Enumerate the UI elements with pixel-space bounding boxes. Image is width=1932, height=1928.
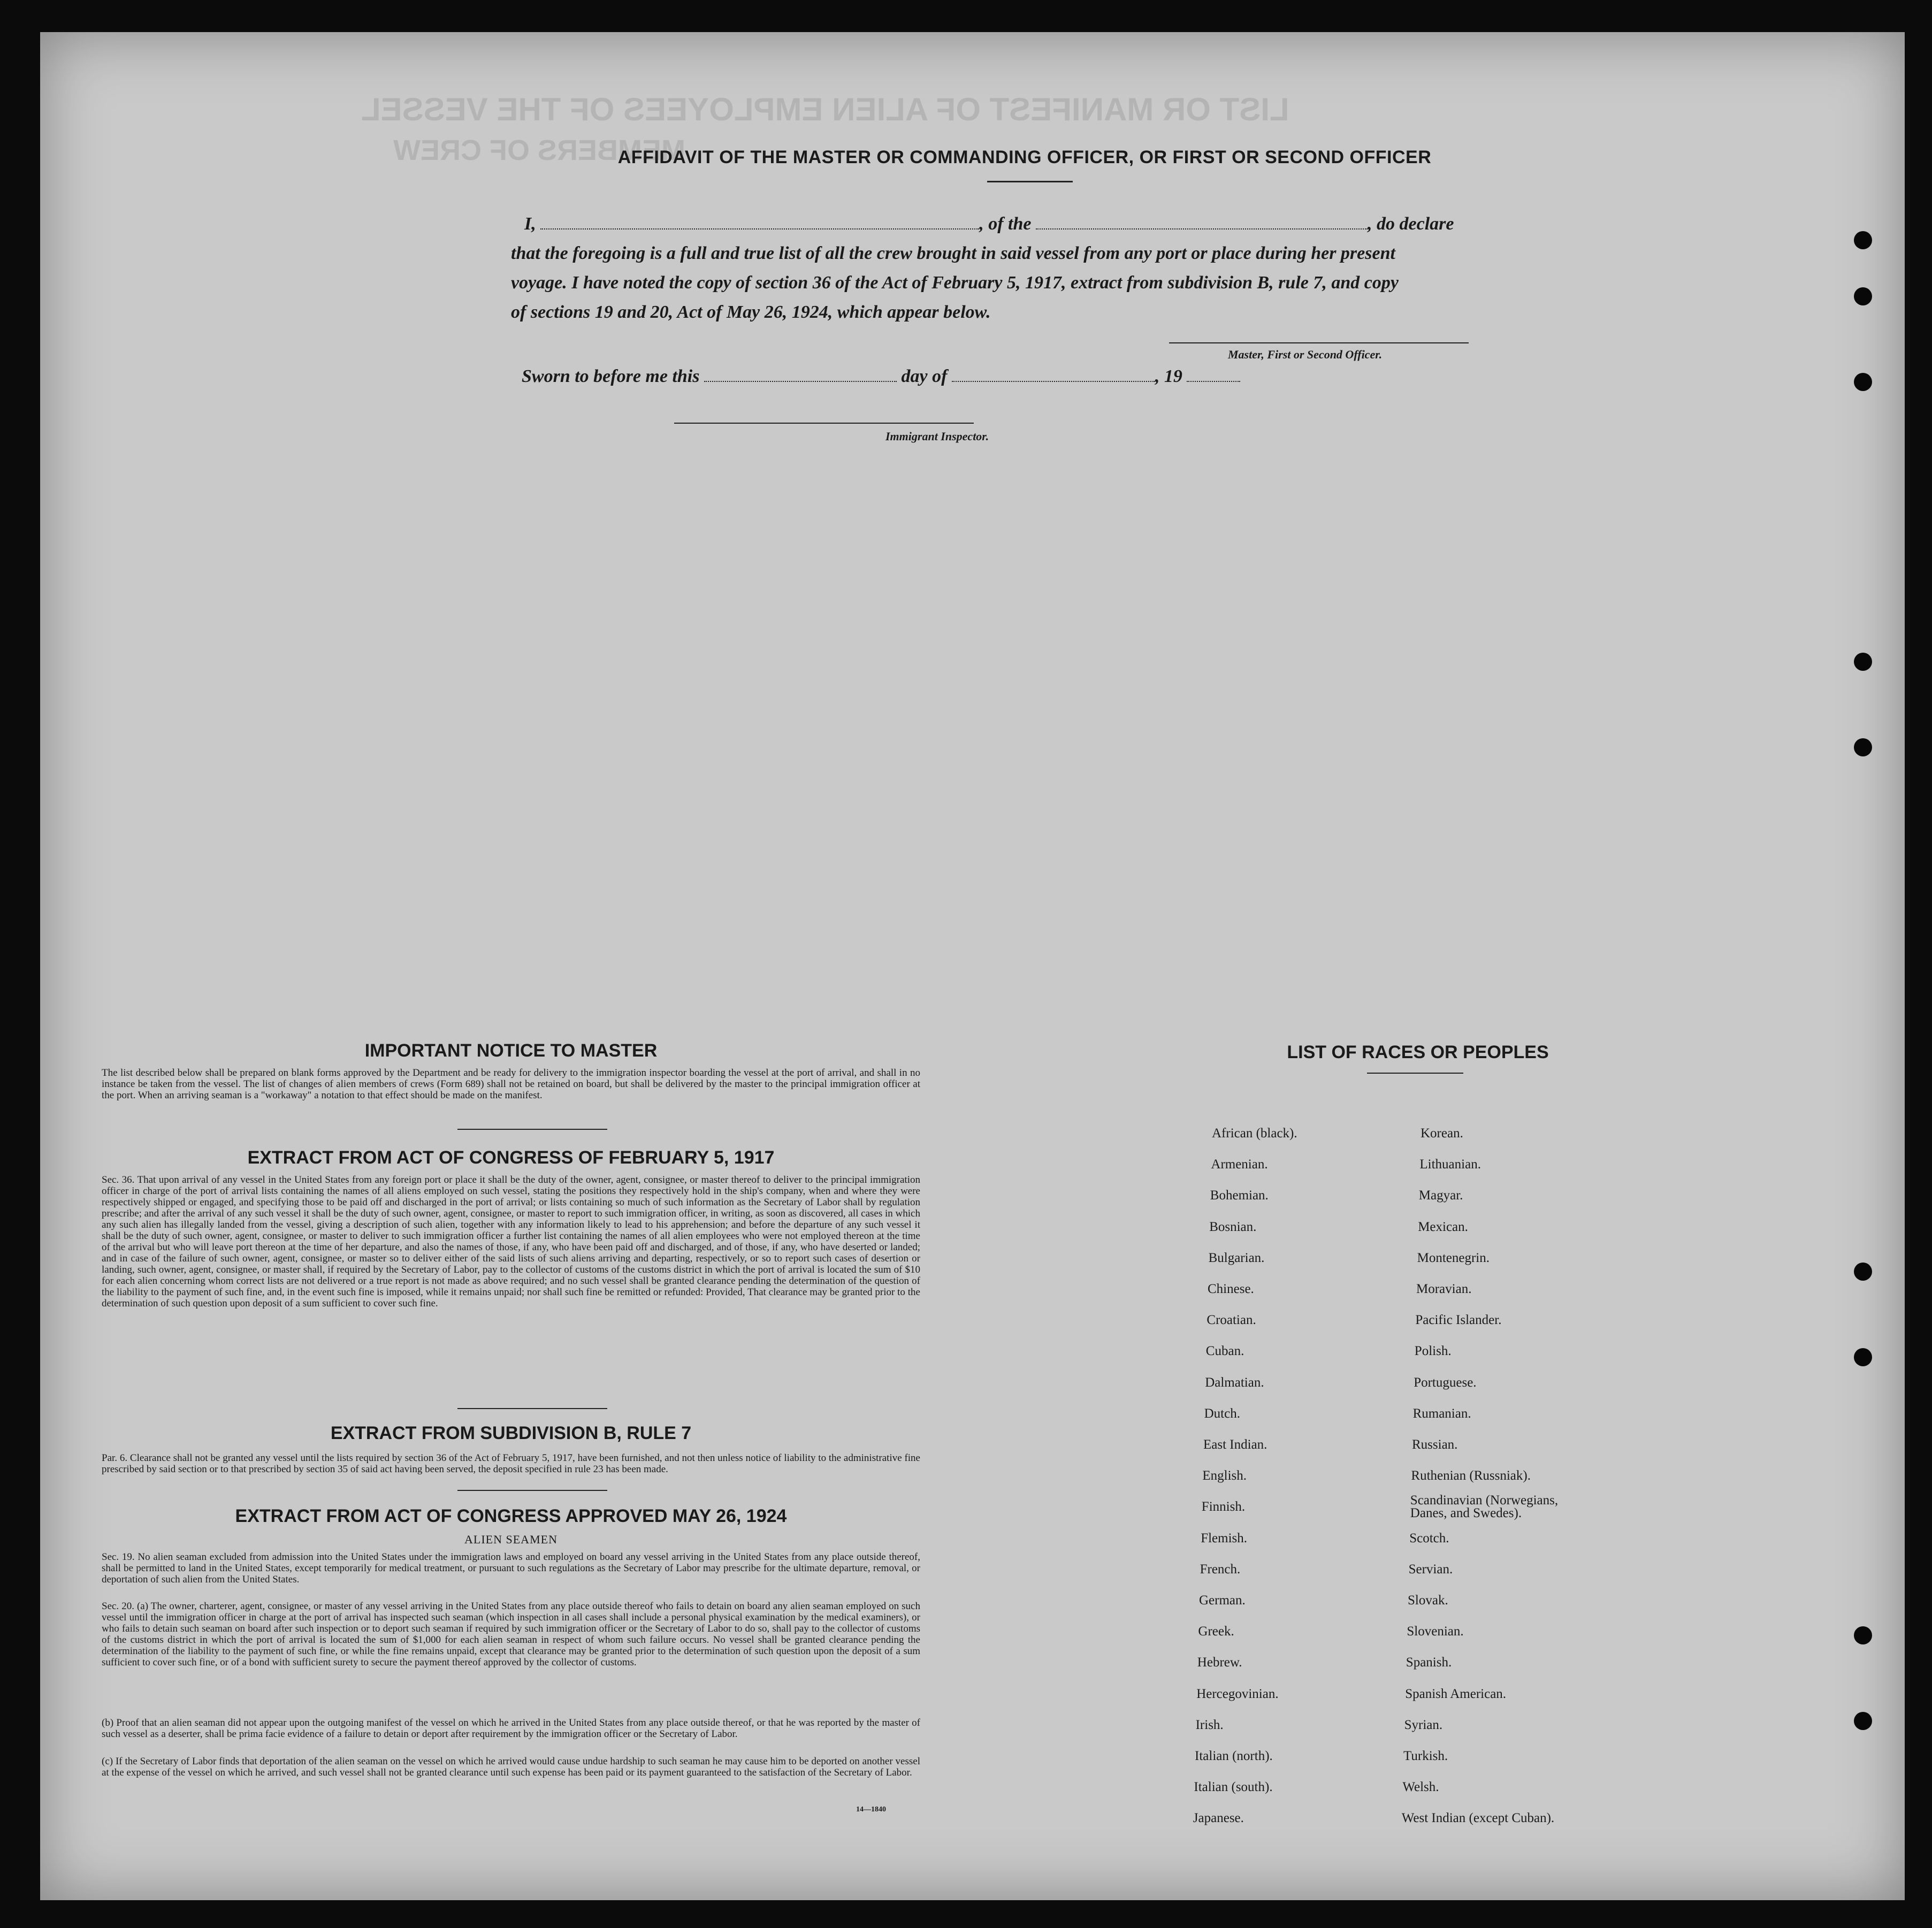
race-item-left: East Indian.: [1203, 1437, 1267, 1452]
race-item-right: Servian.: [1408, 1562, 1453, 1577]
extract-1924-subtitle: ALIEN SEAMEN: [464, 1533, 558, 1546]
races-divider: [1367, 1073, 1463, 1074]
race-item-left: Bulgarian.: [1208, 1250, 1265, 1265]
race-item-right: Montenegrin.: [1417, 1250, 1490, 1265]
race-item-right: Moravian.: [1416, 1282, 1472, 1296]
affidavit-i-label: I,: [524, 214, 536, 234]
extract-1924-sec20c: (c) If the Secretary of Labor finds that deportation of the alien seaman on the vessel on which he arrived would cause undue hardship to such seaman he may cause him to be deported on another vessel at the expense of the vessel on which he arrived, and such vessel shall not be granted clearance until such expense has been paid or its payment guaranteed to the satisfaction of the Secretary of Labor.: [102, 1756, 920, 1778]
notice-title: IMPORTANT NOTICE TO MASTER: [364, 1040, 658, 1061]
race-item-right: Slovenian.: [1407, 1624, 1464, 1639]
affidavit-declare-label: , do declare: [1368, 214, 1454, 234]
extract-1917-title: EXTRACT FROM ACT OF CONGRESS OF FEBRUARY 5, 1917: [247, 1147, 775, 1168]
inspector-caption: Immigrant Inspector.: [885, 430, 989, 443]
race-item-left: Flemish.: [1201, 1531, 1248, 1546]
title-divider: [987, 181, 1073, 182]
extract-1924-sec20a: Sec. 20. (a) The owner, charterer, agent, consignee, or master of any vessel arriving in the United States from any place outside thereof who fails to detain on board any alien seaman employed on such vessel until the immigration officer in charge at the port of arrival has inspected such seaman (which inspection in all cases shall include a personal physical examination by the medical examiners), or who fails to detain such seaman on board after such inspection or to deport such seaman if required by such immigration officer or the Secretary of Labor to do so, shall pay to the collector of customs of the customs district in which the port of arrival is located the sum of $1,000 for each alien seaman in respect of whom such failure occurs. No vessel shall be granted clearance pending the determination of the liability to the payment of such fine, or while the fine remains unpaid, except that clearance may be granted prior to the determination of such question upon the deposit of a sum sufficient to cover such fine, or of a bond with sufficient surety to secure the payment thereof approved by the collector of customs.: [102, 1601, 920, 1668]
form-number: 14—1840: [856, 1805, 886, 1814]
race-item-right: Welsh.: [1402, 1780, 1439, 1795]
punch-hole: [1854, 231, 1872, 249]
master-signature-line[interactable]: [1169, 342, 1469, 343]
races-title: LIST OF RACES OR PEOPLES: [1287, 1042, 1549, 1062]
extract-1924-title: EXTRACT FROM ACT OF CONGRESS APPROVED MAY 26, 1924: [235, 1506, 787, 1526]
race-item-right: Mexican.: [1418, 1219, 1468, 1234]
race-item-left: Finnish.: [1201, 1499, 1246, 1514]
notice-body: The list described below shall be prepared on blank forms approved by the Department and be ready for delivery to the immigration inspector boarding the vessel at the port of arrival, and shall in no instance be taken from the vessel. The list of changes of alien members of crews (Form 689) shall not be retained on board, but shall be delivered by the master to the principal immigration officer at the port. When an arriving seaman is a "workaway" a notation to that effect should be made on the manifest.: [102, 1067, 920, 1101]
inspector-signature-line[interactable]: [674, 423, 974, 424]
race-item-left: Bosnian.: [1209, 1219, 1257, 1234]
race-item-right: Magyar.: [1418, 1188, 1463, 1203]
sworn-line: [522, 366, 1240, 387]
race-item-left: Chinese.: [1208, 1282, 1254, 1296]
race-item-left: English.: [1202, 1468, 1247, 1483]
punch-hole: [1854, 1712, 1872, 1730]
race-item-left: Hercegovinian.: [1196, 1686, 1279, 1701]
punch-hole: [1854, 1348, 1872, 1366]
race-item-right: West Indian (except Cuban).: [1401, 1811, 1555, 1826]
race-item-left: Bohemian.: [1210, 1188, 1269, 1203]
race-item-right: Spanish American.: [1405, 1686, 1507, 1701]
year-label: , 19: [1155, 366, 1182, 386]
vessel-name-field[interactable]: [1036, 228, 1368, 229]
race-item-left: Dutch.: [1204, 1406, 1240, 1421]
race-item-left: Japanese.: [1193, 1811, 1244, 1826]
master-signature-caption: Master, First or Second Officer.: [1228, 348, 1383, 361]
affidavit-line-2: that the foregoing is a full and true list of all the crew brought in said vessel from any port or place during her present: [511, 243, 1395, 263]
punch-hole: [1854, 738, 1872, 756]
race-item-right: Polish.: [1414, 1344, 1452, 1359]
punch-hole: [1854, 287, 1872, 305]
rule7-divider: [457, 1490, 607, 1491]
sworn-label: Sworn to before me this: [522, 366, 700, 386]
race-item-left: African (black).: [1212, 1126, 1297, 1141]
extract-1924-sec19: Sec. 19. No alien seaman excluded from admission into the United States under the immigration laws and employed on board any vessel arriving in the United States from any place outside thereof, shall be permitted to land in the United States, except temporarily for medical treatment, or pursuant to such regulations as the Secretary of Labor may prescribe for the ultimate departure, removal, or deportation of such alien from the United States.: [102, 1551, 920, 1585]
race-item-right: Russian.: [1412, 1437, 1458, 1452]
punch-hole: [1854, 653, 1872, 671]
affidavit-title: AFFIDAVIT OF THE MASTER OR COMMANDING OFFICER, OR FIRST OR SECOND OFFICER: [617, 147, 1432, 167]
race-item-right: Spanish.: [1406, 1655, 1452, 1670]
race-item-right: Rumanian.: [1412, 1406, 1471, 1421]
affidavit-line-1: [524, 214, 1454, 234]
extract-1917-body: Sec. 36. That upon arrival of any vessel in the United States from any foreign port or place it shall be the duty of the owner, agent, consignee, or master thereof to deliver to the principal immigration officer in charge of the port of arrival lists containing the names of all aliens employed on such vessel, stating the positions they respectively hold in the ship's company, when and where they were respectively shipped or engaged, and specifying those to be paid off and discharged in the port of arrival; or lists containing so much of such information as the Secretary of Labor shall by regulation prescribe; and after the arrival of any such vessel it shall be the duty of such owner, agent, consignee, or master to report to such immigration officer, in writing, as soon as discovered, all cases in which any such alien has illegally landed from the vessel, giving a description of such alien, together with any information likely to lead to his apprehension; and before the departure of any such vessel it shall be the duty of such owner, agent, consignee, or master to deliver to such immigration officer a further list containing the names of all alien employees who were not employed thereon at the time of the arrival but who will leave port thereon at the time of her departure, and also the names of those, if any, who have been paid off and discharged, and of those, if any, who have deserted or landed; and in case of the failure of such owner, agent, consignee, or master so to deliver either of the said lists of such aliens arriving and departing, respectively, or so to report such cases of desertion or landing, such owner, agent, consignee, or master shall, if required by the Secretary of Labor, pay to the collector of customs of the customs district in which the port of arrival is located the sum of $10 for each alien concerning whom correct lists are not delivered or a true report is not made as above required; and no such vessel shall be granted clearance pending the determination of the question of the liability to the payment of such fine, and, in the event such fine is imposed, while it remains unpaid; nor shall such fine be remitted or refunded: Provided, That clearance may be granted prior to the determination of such question upon deposit of a sum sufficient to cover such fine.: [102, 1174, 920, 1309]
race-item-left: Cuban.: [1205, 1344, 1244, 1359]
race-item-right: Scotch.: [1409, 1531, 1449, 1546]
affidavit-line-4: of sections 19 and 20, Act of May 26, 1924, which appear below.: [511, 302, 991, 322]
race-item-left: Italian (south).: [1194, 1780, 1273, 1795]
extract-1917-divider: [457, 1408, 607, 1409]
sworn-month-field[interactable]: [952, 381, 1155, 382]
race-item-right: Scandinavian (Norwegians, Danes, and Swedes).: [1410, 1493, 1559, 1521]
punch-hole: [1854, 1626, 1872, 1644]
race-item-right: Turkish.: [1403, 1749, 1448, 1763]
notice-divider: [457, 1129, 607, 1130]
rule7-body: Par. 6. Clearance shall not be granted any vessel until the lists required by section 36 of the Act of February 5, 1917, have been furnished, and not then unless notice of liability to the administrative fine prescribed by said section or to that prescribed by section 35 of said act having been served, the deposit specified in rule 23 has been made.: [102, 1452, 920, 1475]
day-of-label: day of: [901, 366, 948, 386]
document-page: [40, 32, 1905, 1900]
race-item-left: Italian (north).: [1195, 1749, 1273, 1763]
punch-hole: [1854, 1263, 1872, 1281]
affidavit-of-label: , of the: [979, 214, 1032, 234]
punch-hole: [1854, 373, 1872, 391]
sworn-day-field[interactable]: [704, 381, 897, 382]
race-item-right: Ruthenian (Russniak).: [1411, 1468, 1531, 1483]
race-item-left: Croatian.: [1206, 1313, 1256, 1328]
race-item-right: Korean.: [1421, 1126, 1463, 1141]
affidavit-line-3: voyage. I have noted the copy of section 36 of the Act of February 5, 1917, extract from subdivision B, rule 7, and copy: [511, 273, 1399, 293]
bleed-through-heading-2: MEMBERS OF CREW: [393, 134, 685, 166]
bleed-through-heading: LIST OR MANIFEST OF ALIEN EMPLOYEES OF THE VESSEL: [361, 91, 1289, 127]
race-item-right: Pacific Islander.: [1415, 1313, 1502, 1328]
race-item-left: Hebrew.: [1197, 1655, 1242, 1670]
race-item-left: French.: [1200, 1562, 1241, 1577]
race-item-left: Greek.: [1198, 1624, 1234, 1639]
race-item-right: Syrian.: [1404, 1717, 1443, 1732]
race-item-left: German.: [1199, 1593, 1246, 1608]
race-item-left: Dalmatian.: [1205, 1375, 1264, 1390]
race-item-right: Portuguese.: [1414, 1375, 1477, 1390]
rule7-title: EXTRACT FROM SUBDIVISION B, RULE 7: [330, 1423, 692, 1443]
race-item-left: Irish.: [1195, 1717, 1224, 1732]
extract-1924-sec20b: (b) Proof that an alien seaman did not appear upon the outgoing manifest of the vessel on which he arrived in the United States from any place outside thereof, or that he was reported by the master of such vessel as a deserter, shall be prima facie evidence of a failure to detain or deport after requirement by the immigration officer or the Secretary of Labor.: [102, 1717, 920, 1740]
race-item-right: Lithuanian.: [1419, 1157, 1481, 1172]
race-item-right: Slovak.: [1408, 1593, 1448, 1608]
race-item-left: Armenian.: [1211, 1157, 1268, 1172]
sworn-year-field[interactable]: [1187, 381, 1240, 382]
officer-name-field[interactable]: [540, 228, 979, 229]
